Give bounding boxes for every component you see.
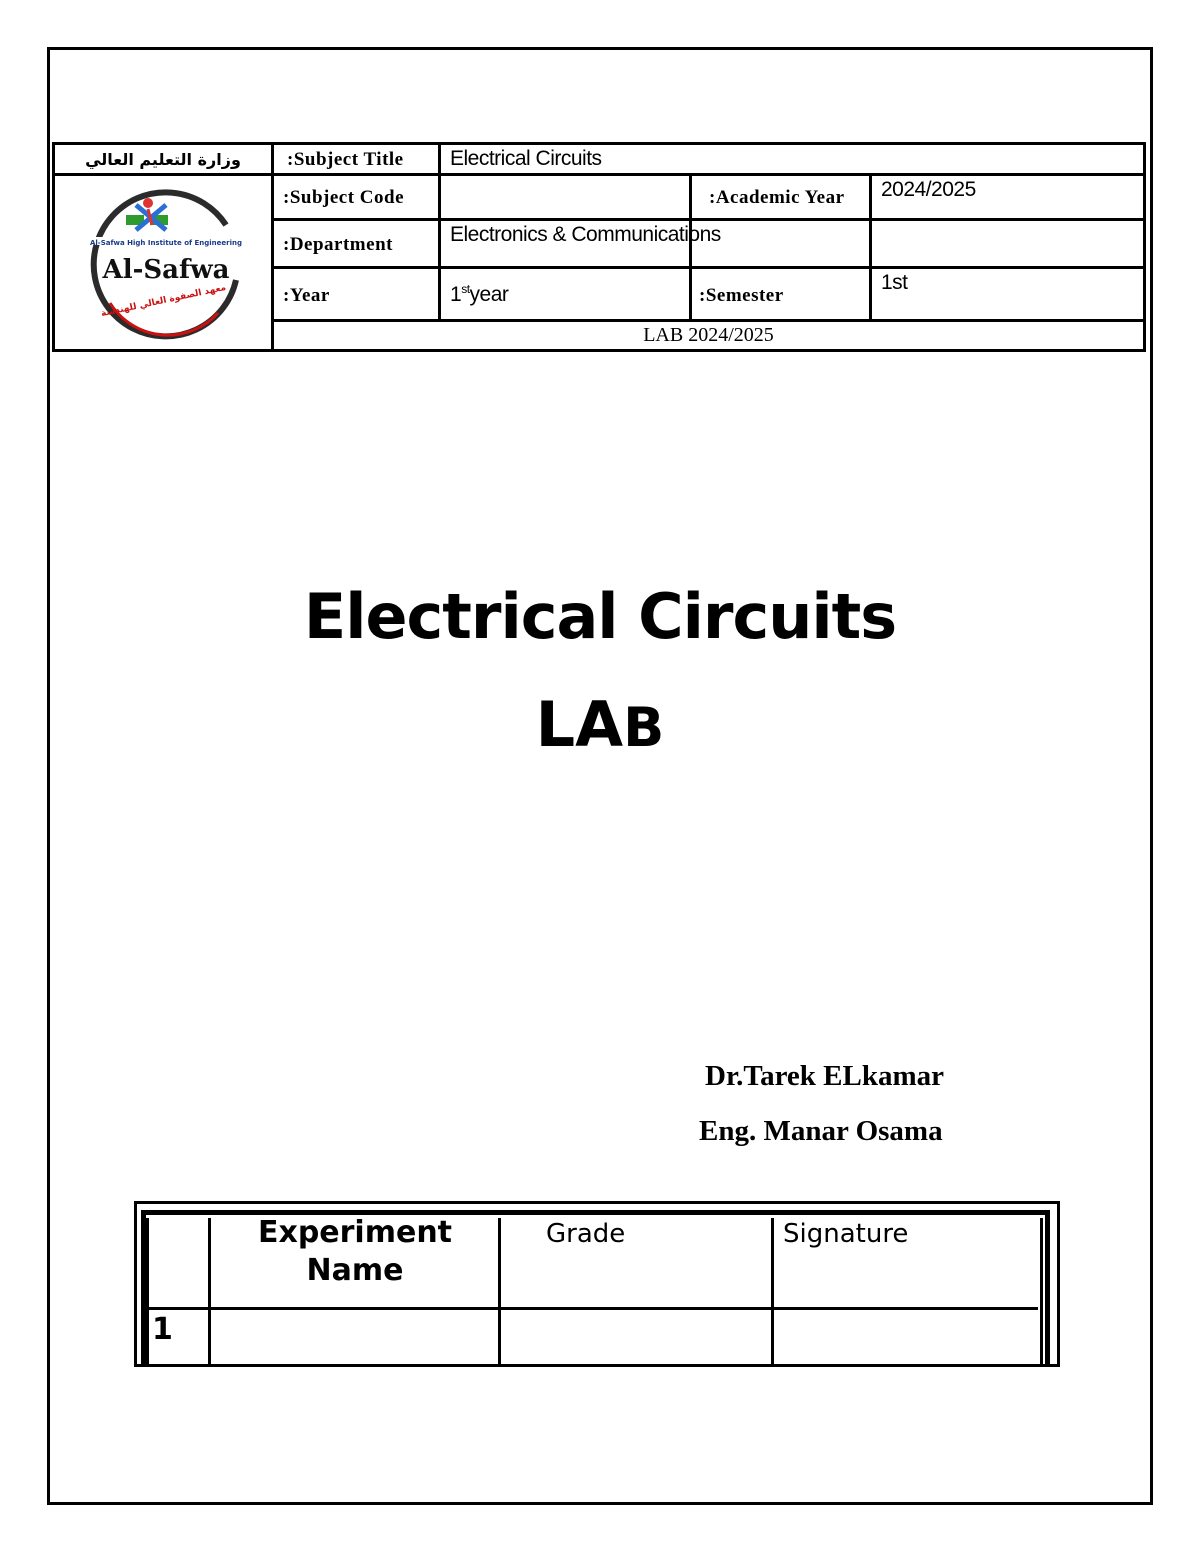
svg-text:Al-Safwa: Al-Safwa <box>102 255 230 285</box>
header-line <box>271 145 274 349</box>
academic-year-value: 2024/2025 <box>881 178 976 201</box>
row-index: 1 <box>152 1312 173 1347</box>
subject-title-label: :Subject Title <box>287 149 404 170</box>
course-title: Electrical Circuits <box>303 580 897 653</box>
department-label: :Department <box>283 234 393 255</box>
ministry-text: وزارة التعليم العالي <box>85 150 241 169</box>
row-experiment-name[interactable] <box>214 1312 494 1362</box>
header-line <box>869 173 872 319</box>
al-safwa-logo <box>86 185 246 340</box>
lab-title <box>0 688 1200 761</box>
year-number: 1 <box>450 283 462 306</box>
doctor-name: Dr.Tarek ELkamar <box>705 1060 945 1092</box>
table-line <box>146 1218 149 1365</box>
header-line <box>55 173 1143 176</box>
logo-graphic <box>86 185 246 340</box>
table-line <box>1040 1218 1043 1365</box>
row-grade[interactable] <box>504 1312 768 1362</box>
academic-year-label: :Academic Year <box>709 187 845 208</box>
year-label: :Year <box>283 285 330 306</box>
lab-title-part2: B <box>623 696 665 759</box>
table-line <box>771 1218 774 1365</box>
subject-code-label: :Subject Code <box>283 187 405 208</box>
table-line <box>146 1307 1038 1310</box>
svg-text:Al-Safwa High Institute of Eng: Al-Safwa High Institute of Engineering <box>89 239 243 247</box>
experiment-header-line2: Name <box>306 1253 404 1288</box>
semester-value: 1st <box>881 271 908 294</box>
header-line <box>271 218 1143 221</box>
year-word: year <box>469 283 509 306</box>
semester-label: :Semester <box>699 285 784 306</box>
year-suffix: st <box>461 282 470 296</box>
engineer-name: Eng. Manar Osama <box>699 1115 943 1147</box>
experiment-header-line1: Experiment <box>257 1215 453 1250</box>
grade-header: Grade <box>546 1219 626 1249</box>
signature-header: Signature <box>783 1219 909 1249</box>
department-value: Electronics & Communications <box>450 223 721 246</box>
row-signature[interactable] <box>777 1312 1037 1362</box>
lab-year-footer: LAB 2024/2025 <box>643 324 774 346</box>
header-line <box>271 266 1143 269</box>
lab-title-part1: LA <box>535 688 624 761</box>
year-value <box>450 282 508 307</box>
subject-title-value: Electrical Circuits <box>450 147 602 170</box>
experiment-name-header <box>211 1214 499 1290</box>
header-line <box>438 145 441 319</box>
header-line <box>271 319 1143 322</box>
svg-text:معهد الصفوة العالي للهندسة: معهد الصفوة العالي للهندسة <box>100 282 228 320</box>
